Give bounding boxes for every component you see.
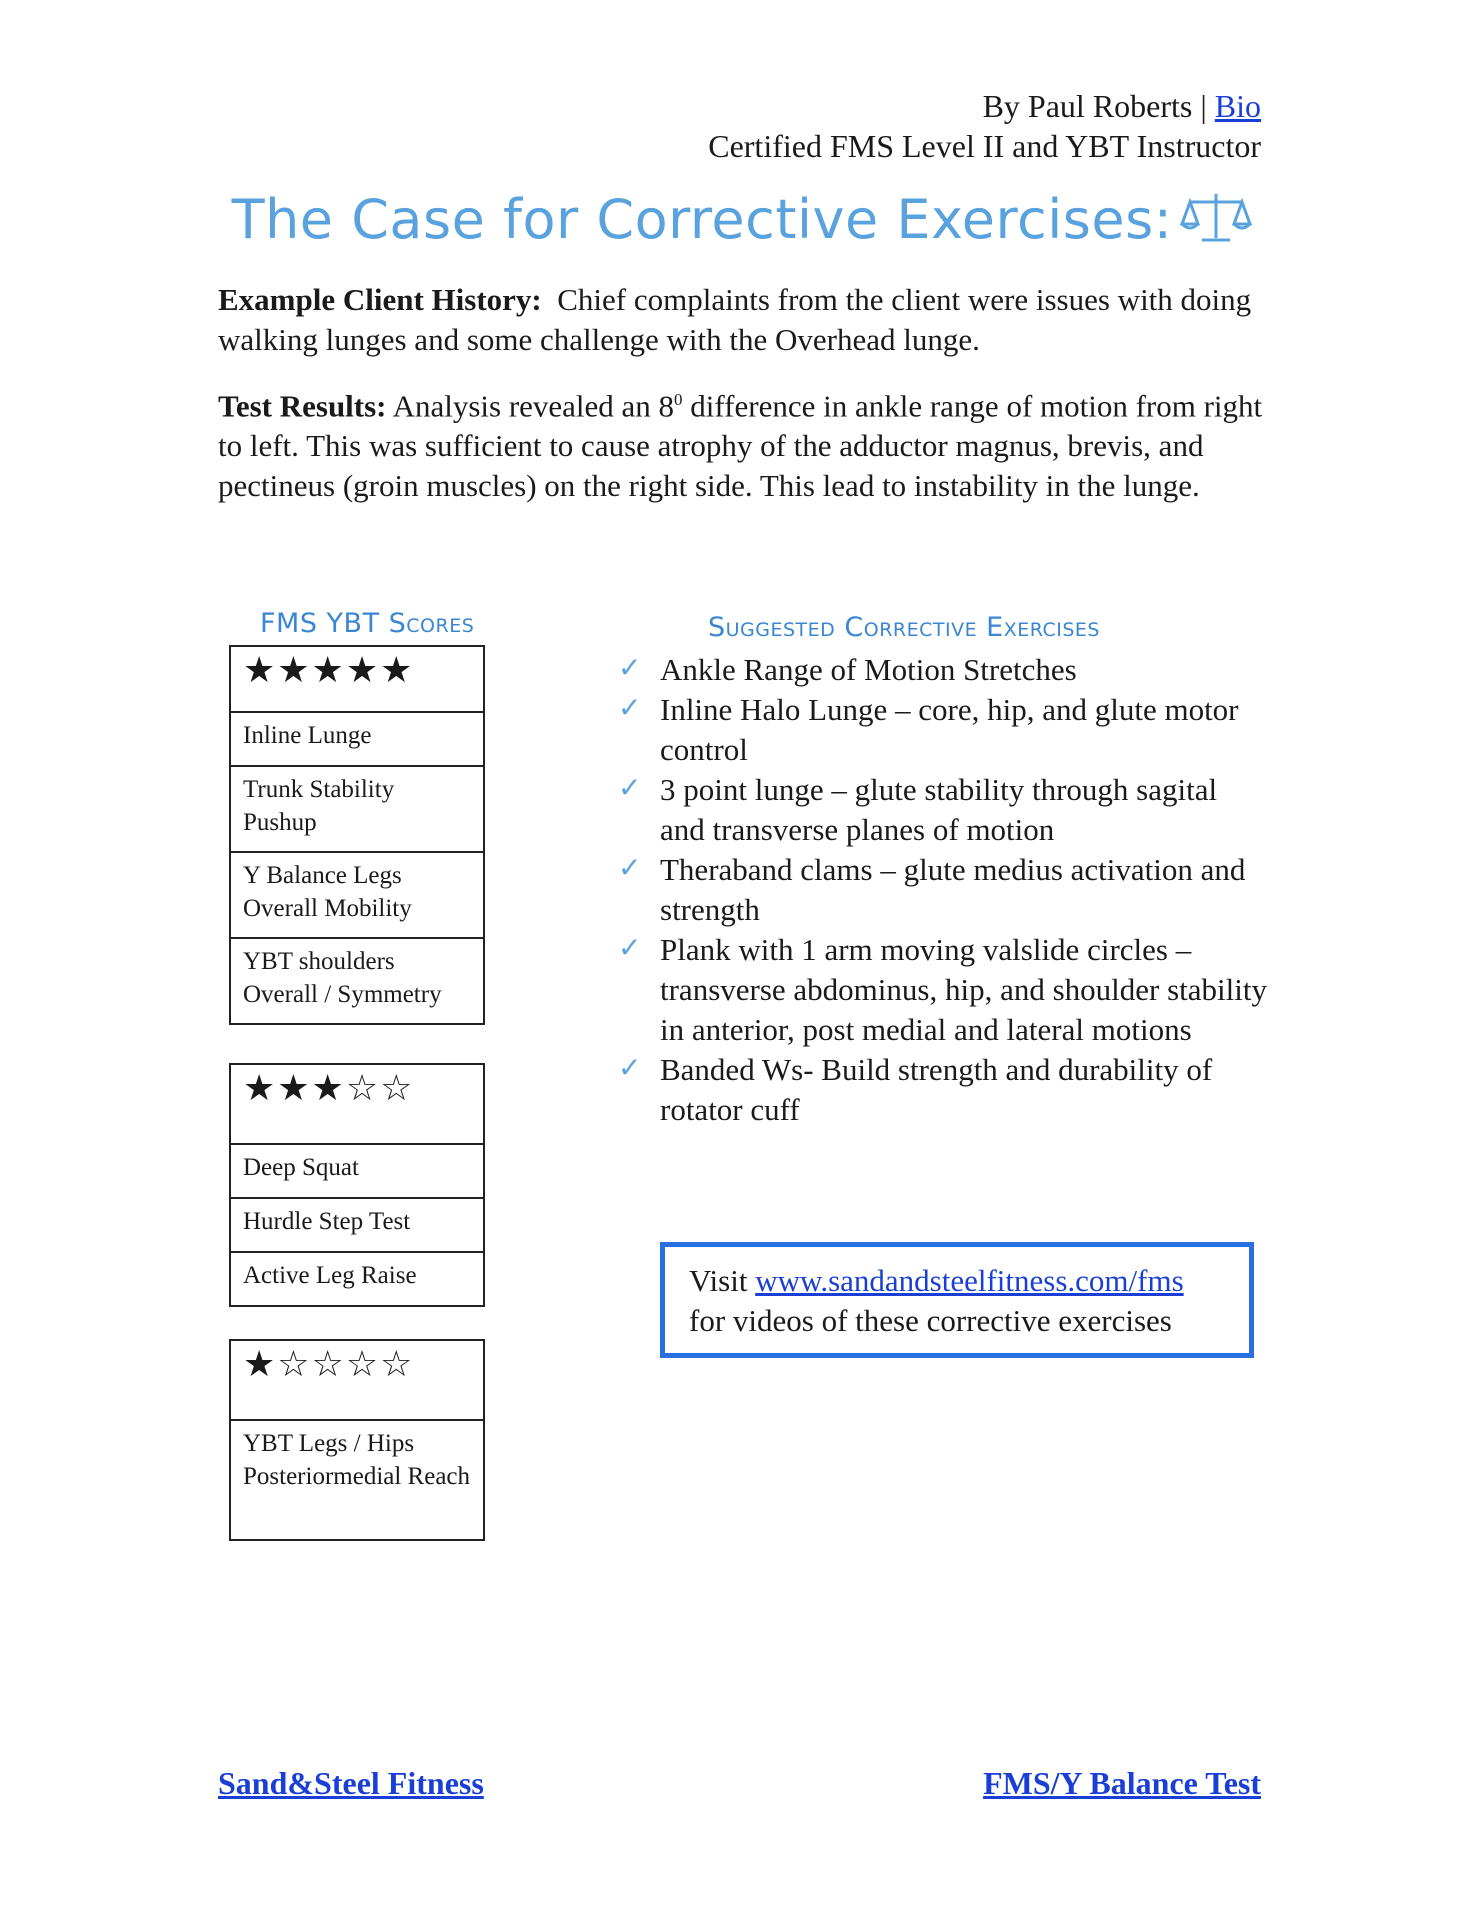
videos-link[interactable]: www.sandandsteelfitness.com/fms xyxy=(755,1263,1184,1298)
credential-line: Certified FMS Level II and YBT Instructor xyxy=(708,128,1261,164)
author-name: By Paul Roberts | xyxy=(982,88,1215,124)
client-history-label: Example Client History: xyxy=(218,282,542,317)
list-item xyxy=(618,1050,1268,1130)
test-results-text: Analysis revealed an 8 xyxy=(392,388,675,424)
score-item: Trunk Stability Pushup xyxy=(231,767,483,853)
list-item xyxy=(618,930,1268,1050)
degree-superscript: 0 xyxy=(674,390,683,409)
page-title-text: The Case for Corrective Exercises: xyxy=(231,188,1173,251)
list-item xyxy=(618,770,1268,850)
score-item: YBT Legs / Hips Posteriormedial Reach xyxy=(243,1430,471,1490)
exercise-text: Banded Ws- Build strength and durability of rotator cuff xyxy=(660,1052,1213,1127)
exercise-text: Ankle Range of Motion Stretches xyxy=(660,652,1077,687)
list-item xyxy=(618,850,1268,930)
scales-icon xyxy=(1180,190,1252,244)
score-item: Y Balance Legs Overall Mobility xyxy=(231,853,483,939)
exercises-heading: Suggested Corrective Exercises xyxy=(708,612,1100,643)
visit-line xyxy=(689,1261,1225,1301)
checkmark-icon: ✓ xyxy=(618,691,642,724)
exercise-list xyxy=(618,650,1268,1130)
checkmark-icon: ✓ xyxy=(618,851,642,884)
exercise-text: 3 point lunge – glute stability through sagital and transverse planes of motion xyxy=(660,772,1218,847)
test-results-label: Test Results: xyxy=(218,388,387,424)
score-item: Inline Lunge xyxy=(231,713,483,767)
score-item: Active Leg Raise xyxy=(243,1262,417,1289)
byline xyxy=(708,86,1261,166)
client-history xyxy=(218,280,1268,360)
page-title xyxy=(0,188,1484,251)
visit-callout xyxy=(660,1242,1254,1358)
score-item: Hurdle Step Test xyxy=(231,1199,483,1253)
score-item: YBT shoulders Overall / Symmetry xyxy=(243,948,442,1008)
scores-heading: FMS YBT Scores xyxy=(260,608,475,639)
checkmark-icon: ✓ xyxy=(618,931,642,964)
test-results xyxy=(218,380,1268,506)
exercise-text: Theraband clams – glute medius activation and strength xyxy=(660,852,1246,927)
client-history-text: Chief complaints from the client were issues with doing walking lunges and some challenge with the Overhead lunge. xyxy=(218,282,1252,357)
star-rating: ★☆☆☆☆ xyxy=(231,1341,483,1421)
visit-prefix: Visit xyxy=(689,1263,756,1298)
exercise-text: Plank with 1 arm moving valslide circles – transverse abdominus, hip, and shoulder stability in anterior, post medial and lateral motions xyxy=(660,932,1267,1047)
footer-link-sand-steel[interactable]: Sand&Steel Fitness xyxy=(218,1765,484,1801)
checkmark-icon: ✓ xyxy=(618,1051,642,1084)
score-group-1-star xyxy=(229,1339,485,1541)
footer-link-fms-ybt[interactable]: FMS/Y Balance Test xyxy=(983,1765,1261,1801)
checkmark-icon: ✓ xyxy=(618,651,642,684)
score-group-3-stars xyxy=(229,1063,485,1307)
checkmark-icon: ✓ xyxy=(618,771,642,804)
bio-link[interactable]: Bio xyxy=(1214,88,1261,124)
author-line xyxy=(708,86,1261,126)
visit-suffix: for videos of these corrective exercises xyxy=(689,1303,1172,1338)
score-group-5-stars xyxy=(229,645,485,1025)
score-item: Deep Squat xyxy=(231,1145,483,1199)
star-rating: ★★★☆☆ xyxy=(231,1065,483,1145)
list-item xyxy=(618,690,1268,770)
exercise-text: Inline Halo Lunge – core, hip, and glute motor control xyxy=(660,692,1239,767)
star-rating: ★★★★★ xyxy=(231,647,483,713)
list-item xyxy=(618,650,1268,690)
test-results-text-cont: difference in ankle range of motion from right to left. This was sufficient to cause atrophy of the adductor magnus, brevis, and pectineus (groin muscles) on the right side. This lead to instability in the lunge. xyxy=(218,388,1263,504)
